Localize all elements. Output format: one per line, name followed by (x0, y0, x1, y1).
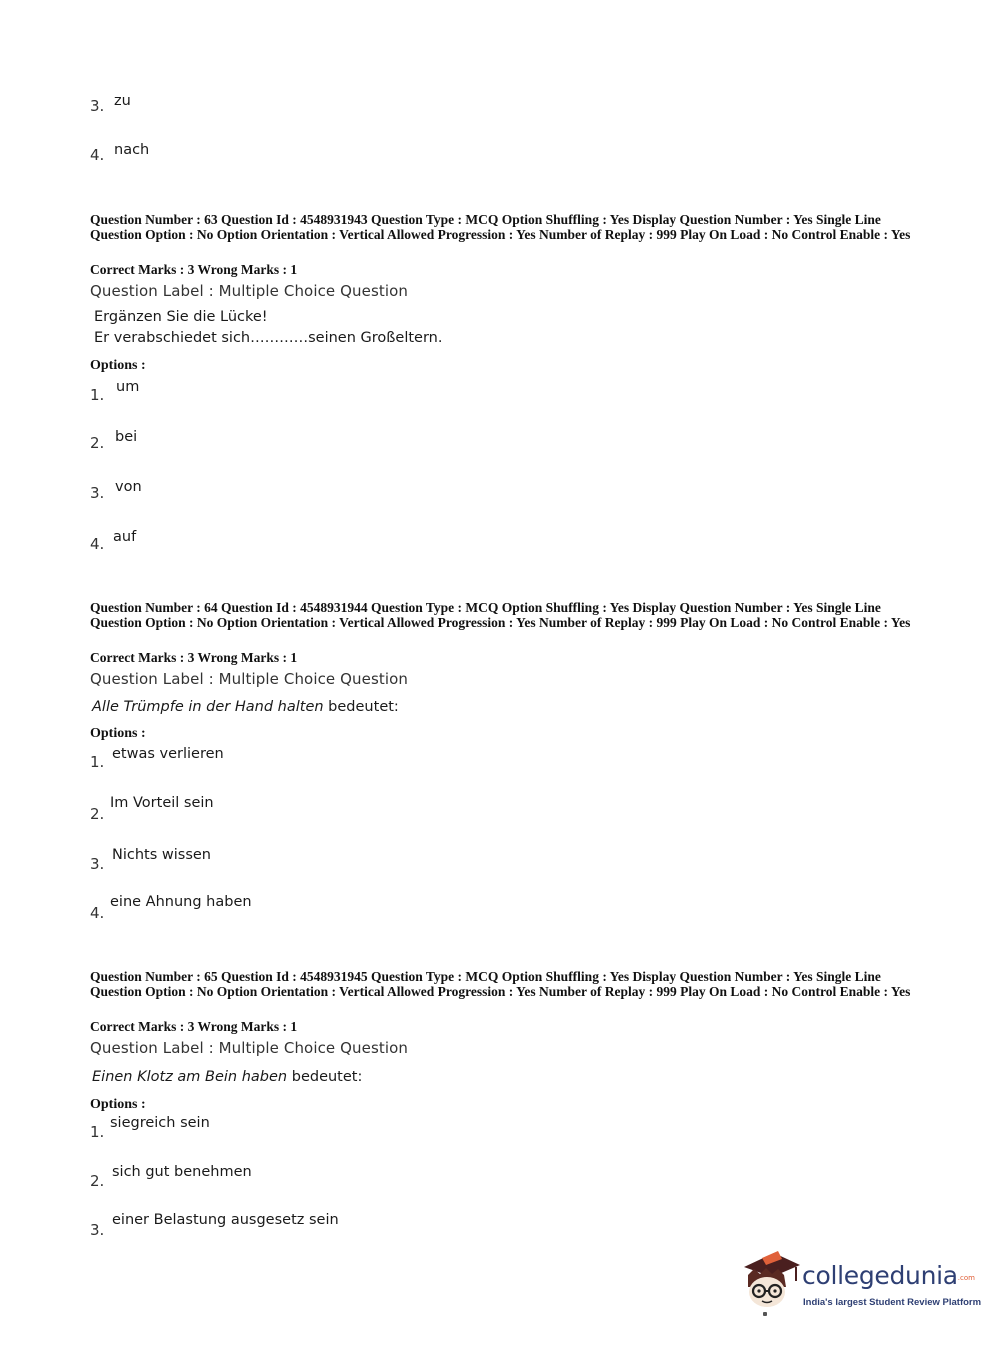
option-number: 3. (90, 1221, 105, 1239)
option-number: 1. (90, 753, 105, 771)
question-metadata: Question Number : 63 Question Id : 4548931943 Question Type : MCQ Option Shuffling : Yes Display Question Number : Yes Single Line Question Option : No Option Orientation : Vertical Allowed Progression : Yes Number of Replay : 999 Play On Load : No Control Enable : Yes (90, 212, 911, 242)
option-number: 1. (90, 1123, 105, 1141)
mascot-icon (740, 1247, 802, 1313)
option-number: 3. (90, 855, 105, 873)
question-label: Question Label : Multiple Choice Question (90, 670, 409, 688)
option-text: sich gut benehmen (112, 1164, 252, 1180)
option-number: 1. (90, 386, 105, 404)
option-text: Im Vorteil sein (110, 795, 214, 811)
option-text: auf (113, 529, 137, 545)
question-suffix: bedeutet: (287, 1069, 363, 1085)
logo-domain-suffix: .com (957, 1274, 975, 1282)
question-instruction: Ergänzen Sie die Lücke! (94, 309, 268, 325)
option-number: 4. (90, 535, 105, 553)
option-number: 2. (90, 1172, 105, 1190)
option-number: 2. (90, 434, 105, 452)
question-text (92, 697, 399, 718)
option-number: 4. (90, 146, 105, 164)
question-metadata: Question Number : 65 Question Id : 4548931945 Question Type : MCQ Option Shuffling : Yes Display Question Number : Yes Single Line Question Option : No Option Orientation : Vertical Allowed Progression : Yes Number of Replay : 999 Play On Load : No Control Enable : Yes (90, 969, 911, 999)
question-marks: Correct Marks : 3 Wrong Marks : 1 (90, 1019, 298, 1034)
question-text (92, 1067, 362, 1088)
option-text: Nichts wissen (112, 847, 211, 863)
idiom-text: Einen Klotz am Bein haben (92, 1069, 288, 1085)
option-text: siegreich sein (110, 1115, 210, 1131)
idiom-text: Alle Trümpfe in der Hand halten (92, 699, 324, 715)
option-text: zu (114, 93, 131, 109)
logo-wordmark: collegedunia (802, 1261, 958, 1290)
option-number: 3. (90, 97, 105, 115)
option-number: 3. (90, 484, 105, 502)
option-number: 4. (90, 904, 105, 922)
question-text (94, 307, 442, 349)
question-suffix: bedeutet: (323, 699, 399, 715)
question-label: Question Label : Multiple Choice Question (90, 1039, 409, 1057)
option-text: einer Belastung ausgesetz sein (112, 1212, 339, 1228)
options-heading: Options : (90, 726, 146, 741)
question-metadata: Question Number : 64 Question Id : 4548931944 Question Type : MCQ Option Shuffling : Yes Display Question Number : Yes Single Line Question Option : No Option Orientation : Vertical Allowed Progression : Yes Number of Replay : 999 Play On Load : No Control Enable : Yes (90, 600, 911, 630)
question-marks: Correct Marks : 3 Wrong Marks : 1 (90, 650, 298, 665)
option-text: bei (115, 429, 138, 445)
option-text: nach (114, 142, 150, 158)
option-text: von (115, 479, 142, 495)
collegedunia-logo (740, 1247, 982, 1319)
question-label: Question Label : Multiple Choice Question (90, 282, 409, 300)
options-heading: Options : (90, 358, 146, 373)
logo-tagline: India's largest Student Review Platform (803, 1297, 982, 1308)
option-text: um (116, 379, 140, 395)
question-sentence: Er verabschiedet sich…………seinen Großeltern. (94, 330, 443, 346)
option-text: eine Ahnung haben (110, 894, 252, 910)
question-marks: Correct Marks : 3 Wrong Marks : 1 (90, 262, 298, 277)
options-heading: Options : (90, 1097, 146, 1112)
option-number: 2. (90, 805, 105, 823)
divider-dot (763, 1312, 767, 1316)
option-text: etwas verlieren (112, 746, 224, 762)
